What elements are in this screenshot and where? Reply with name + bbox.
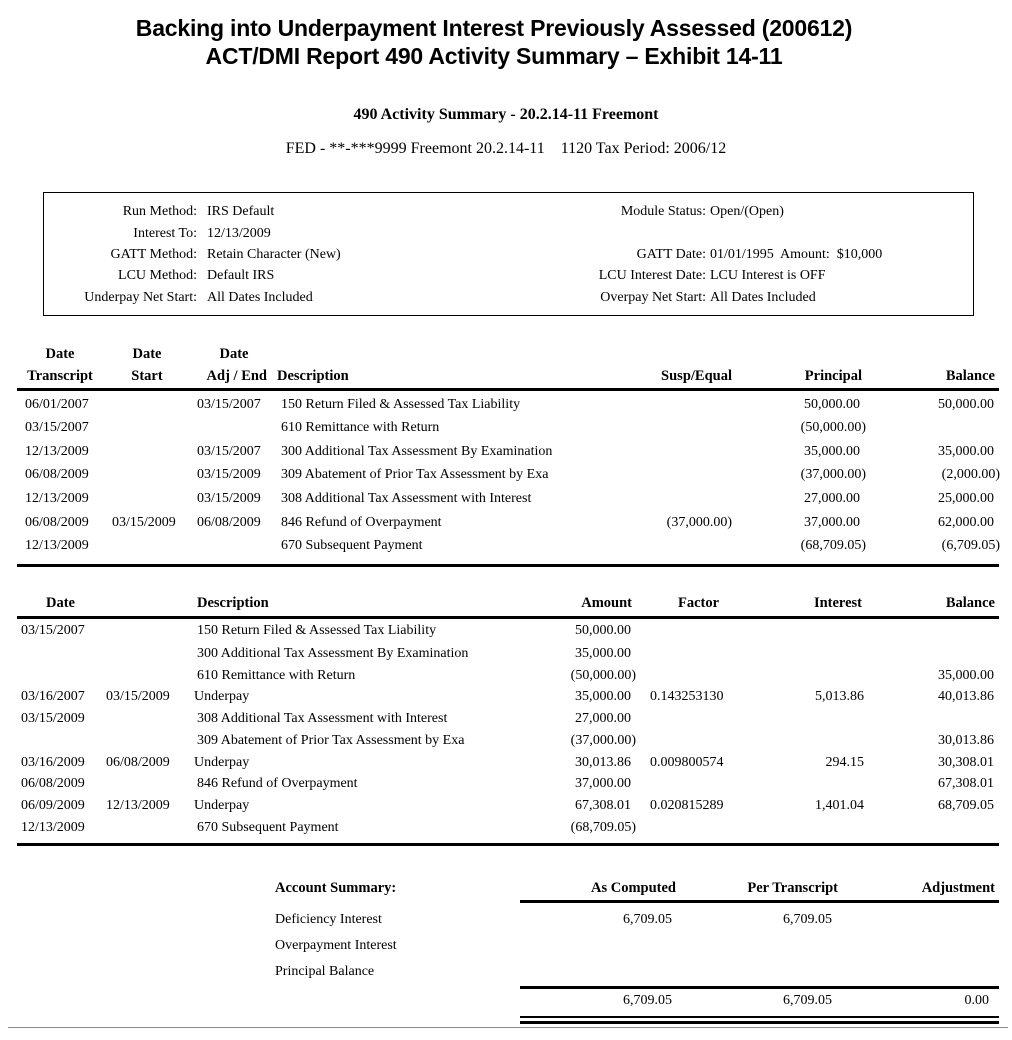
balance: 25,000.00 xyxy=(938,491,994,506)
amount: 35,000.00 xyxy=(575,689,631,704)
date-adj: 03/15/2007 xyxy=(197,397,261,412)
amount: (68,709.05) xyxy=(570,820,636,835)
col-header-adjustment: Adjustment xyxy=(921,880,995,896)
amount: 50,000.00 xyxy=(575,623,631,638)
amount: (50,000.00) xyxy=(570,668,636,683)
susp-equal: (37,000.00) xyxy=(666,515,732,530)
balance: (2,000.00) xyxy=(941,467,1000,482)
balance: 35,000.00 xyxy=(938,668,994,683)
param-value: IRS Default xyxy=(207,204,275,219)
param-label: LCU Method: xyxy=(118,268,197,283)
run-parameters-box xyxy=(43,192,974,316)
col-header-factor: Factor xyxy=(678,595,720,611)
balance: 30,308.01 xyxy=(938,755,994,770)
description: Underpay xyxy=(194,689,250,704)
description: Underpay xyxy=(194,798,250,813)
col-header-date-transcript-line2: Transcript xyxy=(27,368,93,384)
document-title-line-2: ACT/DMI Report 490 Activity Summary – Exhibit 14-11 xyxy=(205,43,783,69)
account-summary-title: Account Summary: xyxy=(275,880,397,896)
date: 03/15/2007 xyxy=(21,623,85,638)
description: 610 Remittance with Return xyxy=(281,420,440,435)
param-value: 01/01/1995 Amount: $10,000 xyxy=(710,247,883,262)
date-start: 03/15/2009 xyxy=(112,515,176,530)
balance: 35,000.00 xyxy=(938,444,994,459)
param-value: Retain Character (New) xyxy=(207,247,341,262)
summary-label: Deficiency Interest xyxy=(275,912,382,927)
param-value: Default IRS xyxy=(207,268,275,283)
date-transcript: 03/15/2007 xyxy=(25,420,89,435)
date-adj: 03/15/2009 xyxy=(197,491,261,506)
param-label: GATT Method: xyxy=(110,247,197,262)
col-header-principal: Principal xyxy=(804,368,862,384)
balance: 67,308.01 xyxy=(938,776,994,791)
interest: 5,013.86 xyxy=(815,689,864,704)
description: 610 Remittance with Return xyxy=(197,668,356,683)
date-transcript: 12/13/2009 xyxy=(25,491,89,506)
summary-total-rule xyxy=(520,986,999,989)
total-adjustment: 0.00 xyxy=(964,993,989,1008)
date-end: 12/13/2009 xyxy=(106,798,170,813)
date-adj: 03/15/2009 xyxy=(197,467,261,482)
col-header-susp-equal: Susp/Equal xyxy=(661,368,732,384)
total-per-transcript: 6,709.05 xyxy=(783,993,832,1008)
factor: 0.143253130 xyxy=(650,689,724,704)
date-end: 03/15/2009 xyxy=(106,689,170,704)
date: 03/15/2009 xyxy=(21,711,85,726)
balance: 50,000.00 xyxy=(938,397,994,412)
description: 308 Additional Tax Assessment with Interest xyxy=(197,711,448,726)
balance: 62,000.00 xyxy=(938,515,994,530)
table-bottom-rule xyxy=(17,843,999,846)
description: 308 Additional Tax Assessment with Interest xyxy=(281,491,532,506)
report-subheading: FED - **-***9999 Freemont 20.2.14-11 1120 Tax Period: 2006/12 xyxy=(285,140,727,157)
description: Underpay xyxy=(194,755,250,770)
description: 846 Refund of Overpayment xyxy=(281,515,442,530)
page-bottom-line xyxy=(8,1027,1008,1028)
param-label: Module Status: xyxy=(620,204,706,219)
param-value: 12/13/2009 xyxy=(207,226,271,241)
col-header-balance: Balance xyxy=(945,595,995,611)
amount: 67,308.01 xyxy=(575,798,631,813)
col-header-date-adj-line1: Date xyxy=(219,346,249,362)
date: 03/16/2009 xyxy=(21,755,85,770)
param-label: Overpay Net Start: xyxy=(600,290,706,305)
interest: 1,401.04 xyxy=(815,798,864,813)
col-header-description: Description xyxy=(197,595,269,611)
amount: 35,000.00 xyxy=(575,646,631,661)
double-rule-bottom xyxy=(520,1021,999,1024)
col-header-amount: Amount xyxy=(581,595,632,611)
interest: 294.15 xyxy=(825,755,864,770)
param-label: Run Method: xyxy=(122,204,197,219)
total-as-computed: 6,709.05 xyxy=(623,993,672,1008)
date-adj: 03/15/2007 xyxy=(197,444,261,459)
param-value: LCU Interest is OFF xyxy=(710,268,826,283)
description: 309 Abatement of Prior Tax Assessment by Exa xyxy=(197,733,465,748)
date: 12/13/2009 xyxy=(21,820,85,835)
date-transcript: 06/01/2007 xyxy=(25,397,89,412)
balance: 30,013.86 xyxy=(938,733,994,748)
date-transcript: 12/13/2009 xyxy=(25,444,89,459)
col-header-date-start-line2: Start xyxy=(131,368,163,384)
date-transcript: 06/08/2009 xyxy=(25,515,89,530)
param-value: All Dates Included xyxy=(710,290,816,305)
summary-header-rule xyxy=(520,900,999,903)
param-label: LCU Interest Date: xyxy=(598,268,706,283)
principal: (68,709.05) xyxy=(800,538,866,553)
col-header-balance: Balance xyxy=(945,368,995,384)
col-header-date-start-line1: Date xyxy=(132,346,162,362)
principal: (50,000.00) xyxy=(800,420,866,435)
date-adj: 06/08/2009 xyxy=(197,515,261,530)
report-name: 490 Activity Summary - 20.2.14-11 Freemont xyxy=(353,106,659,123)
date-transcript: 12/13/2009 xyxy=(25,538,89,553)
summary-label: Overpayment Interest xyxy=(275,938,397,953)
description: 300 Additional Tax Assessment By Examination xyxy=(197,646,469,661)
description: 670 Subsequent Payment xyxy=(281,538,423,553)
col-header-date: Date xyxy=(46,595,75,611)
document-title-line-1: Backing into Underpayment Interest Previously Assessed (200612) xyxy=(135,15,853,41)
description: 150 Return Filed & Assessed Tax Liability xyxy=(197,623,437,638)
date: 06/08/2009 xyxy=(21,776,85,791)
factor: 0.020815289 xyxy=(650,798,724,813)
date: 06/09/2009 xyxy=(21,798,85,813)
principal: 27,000.00 xyxy=(804,491,860,506)
date-transcript: 06/08/2009 xyxy=(25,467,89,482)
balance: 40,013.86 xyxy=(938,689,994,704)
description: 300 Additional Tax Assessment By Examination xyxy=(281,444,553,459)
description: 846 Refund of Overpayment xyxy=(197,776,358,791)
col-header-date-transcript-line1: Date xyxy=(45,346,75,362)
description: 150 Return Filed & Assessed Tax Liability xyxy=(281,397,521,412)
per-transcript: 6,709.05 xyxy=(783,912,832,927)
principal: 37,000.00 xyxy=(804,515,860,530)
col-header-interest: Interest xyxy=(813,595,862,611)
principal: (37,000.00) xyxy=(800,467,866,482)
param-value: Open/(Open) xyxy=(710,204,784,219)
as-computed: 6,709.05 xyxy=(623,912,672,927)
summary-label: Principal Balance xyxy=(275,964,375,979)
col-header-description: Description xyxy=(277,368,349,384)
amount: 27,000.00 xyxy=(575,711,631,726)
amount: (37,000.00) xyxy=(570,733,636,748)
header-rule xyxy=(17,388,999,391)
description: 309 Abatement of Prior Tax Assessment by Exa xyxy=(281,467,549,482)
param-label: Underpay Net Start: xyxy=(84,290,197,305)
principal: 50,000.00 xyxy=(804,397,860,412)
principal: 35,000.00 xyxy=(804,444,860,459)
param-label: GATT Date: xyxy=(636,247,706,262)
header-rule xyxy=(17,616,999,619)
factor: 0.009800574 xyxy=(650,755,724,770)
double-rule-top xyxy=(520,1016,999,1018)
col-header-date-adj-line2: Adj / End xyxy=(206,368,267,384)
col-header-as-computed: As Computed xyxy=(591,880,676,896)
balance: (6,709.05) xyxy=(941,538,1000,553)
amount: 37,000.00 xyxy=(575,776,631,791)
balance: 68,709.05 xyxy=(938,798,994,813)
date-end: 06/08/2009 xyxy=(106,755,170,770)
amount: 30,013.86 xyxy=(575,755,631,770)
description: 670 Subsequent Payment xyxy=(197,820,339,835)
date: 03/16/2007 xyxy=(21,689,85,704)
col-header-per-transcript: Per Transcript xyxy=(747,880,838,896)
param-label: Interest To: xyxy=(133,226,197,241)
param-value: All Dates Included xyxy=(207,290,313,305)
table-bottom-rule xyxy=(17,564,999,567)
